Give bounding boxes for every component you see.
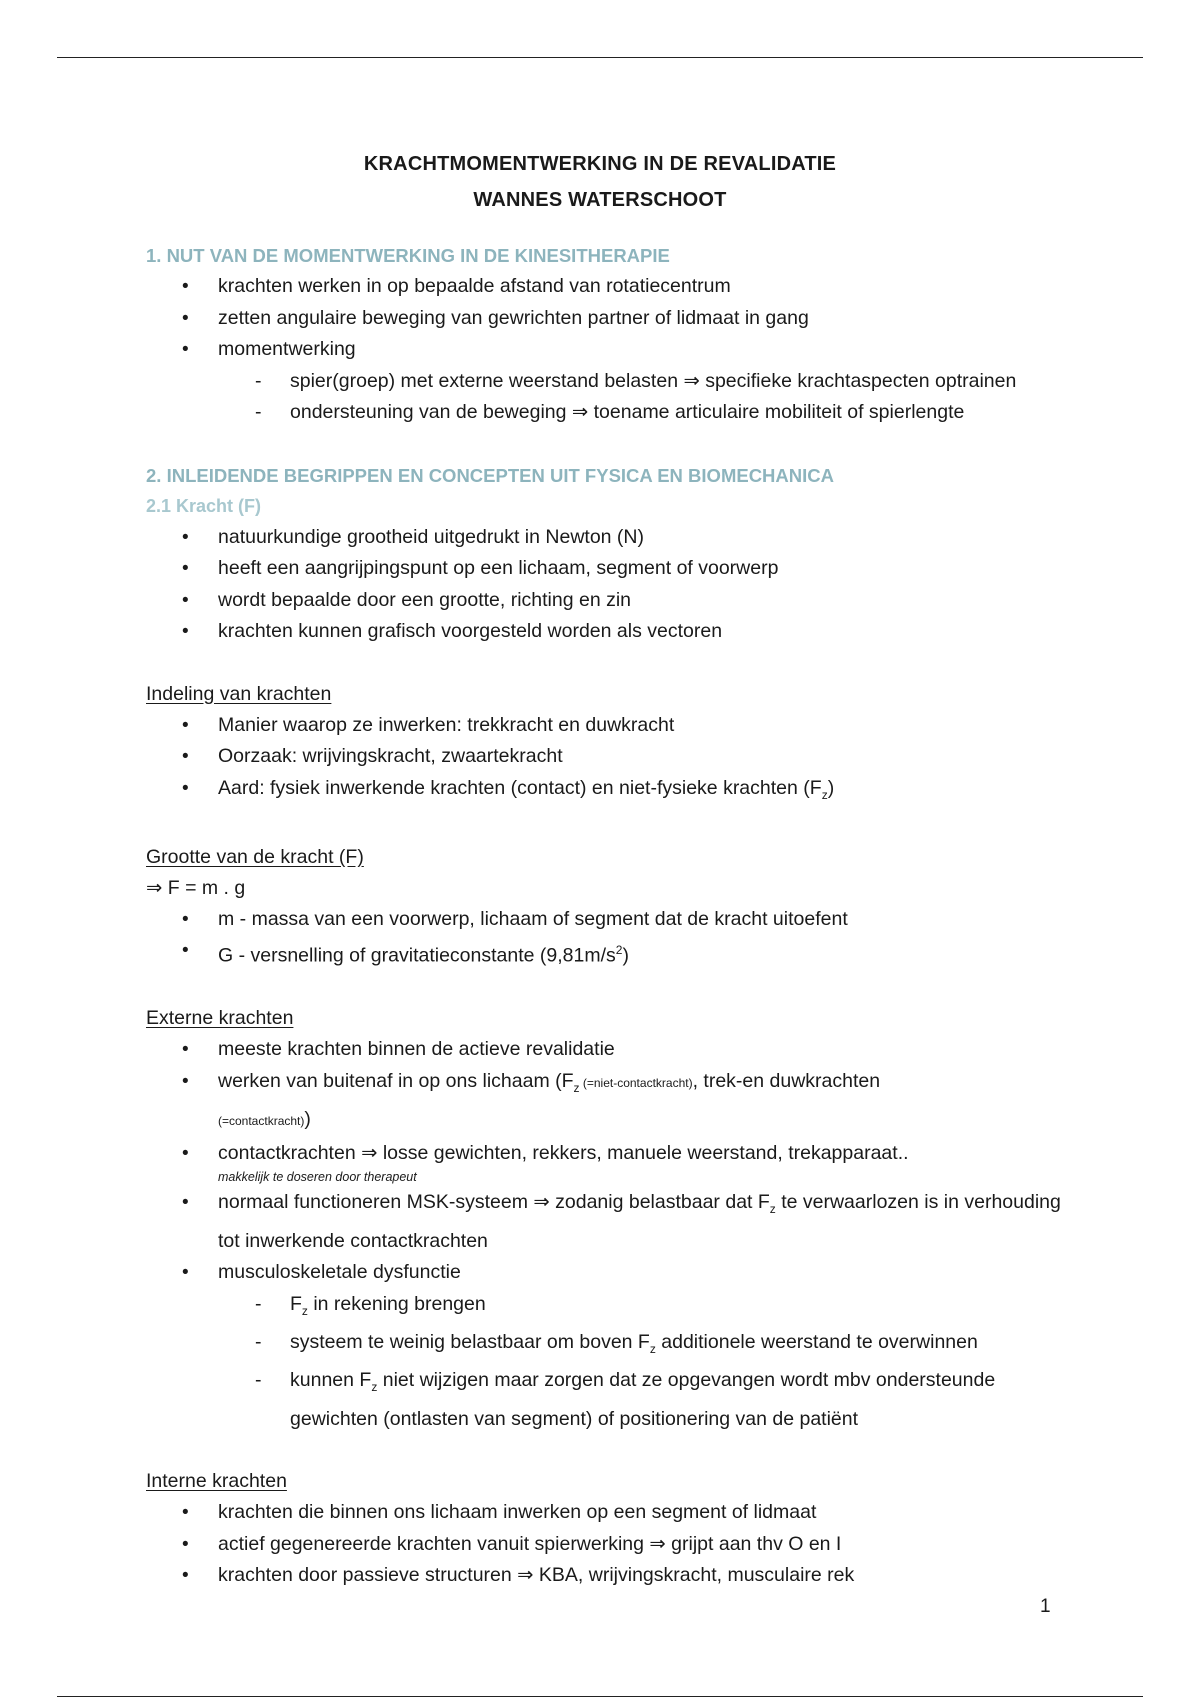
- intern-list: [146, 1497, 1076, 1592]
- page-number: 1: [1040, 1596, 1051, 1617]
- list-item: • meeste krachten binnen de actieve revalidatie: [146, 1034, 1076, 1066]
- intern-title: Interne krachten: [146, 1470, 287, 1493]
- section-2-list: [146, 522, 1076, 648]
- sub-list-item: - spier(groep) met externe weerstand belasten ⇒ specifieke krachtaspecten optrainen: [146, 366, 1076, 398]
- header-rule: [57, 57, 1143, 58]
- note-text: makkelijk te doseren door therapeut: [218, 1170, 417, 1185]
- list-item: • werken van buitenaf in op ons lichaam ($F_z$ (=niet-contactkracht), trek-en duwkrachten (=contactkracht)): [146, 1066, 1076, 1138]
- list-item: • actief gegenereerde krachten vanuit spierwerking ⇒ grijpt aan thv O en I: [146, 1529, 1076, 1561]
- grootte-list: [146, 904, 1076, 973]
- document-title: KRACHTMOMENTWERKING IN DE REVALIDATIE: [363, 153, 837, 175]
- list-item: • G - versnelling of gravitatieconstante $(9,81m/s^2)$: [146, 935, 1076, 972]
- list-item: • zetten angulaire beweging van gewrichten partner of lidmaat in gang: [146, 303, 1076, 335]
- indeling-list: [146, 710, 1076, 811]
- list-item: • krachten die binnen ons lichaam inwerken op een segment of lidmaat: [146, 1497, 1076, 1529]
- section-1-list: [146, 271, 1076, 429]
- list-item: • musculoskeletale dysfunctie: [146, 1257, 1076, 1289]
- document-page: [146, 146, 1076, 1592]
- list-item: • krachten kunnen grafisch voorgesteld worden als vectoren: [146, 616, 1076, 648]
- extern-title: Externe krachten: [146, 1007, 294, 1030]
- list-item: • natuurkundige grootheid uitgedrukt in Newton (N): [146, 522, 1076, 554]
- list-item: • krachten door passieve structuren ⇒ KBA, wrijvingskracht, musculaire rek: [146, 1560, 1076, 1592]
- section-2-1-heading: 2.1 Kracht (F): [146, 495, 262, 516]
- sub-list-item: - $F_z$ in rekening brengen: [146, 1289, 1076, 1327]
- list-item: • wordt bepaalde door een grootte, richting en zin: [146, 585, 1076, 617]
- sub-list-item: - systeem te weinig belastbaar om boven $F_z$ additionele weerstand te overwinnen: [146, 1327, 1076, 1365]
- list-item: • Manier waarop ze inwerken: trekkracht en duwkracht: [146, 710, 1076, 742]
- list-item: • Aard: fysiek inwerkende krachten (contact) en niet-fysieke krachten $(F_z)$: [146, 773, 1076, 811]
- formula: ⇒ F = m . g: [146, 876, 246, 899]
- list-item: • momentwerking: [146, 334, 1076, 366]
- list-item: • Oorzaak: wrijvingskracht, zwaartekracht: [146, 741, 1076, 773]
- section-2-heading: 2. INLEIDENDE BEGRIPPEN EN CONCEPTEN UIT FYSICA EN BIOMECHANICA: [146, 464, 834, 486]
- list-item: • krachten werken in op bepaalde afstand van rotatiecentrum: [146, 271, 1076, 303]
- list-item: • contactkrachten ⇒ losse gewichten, rekkers, manuele weerstand, trekapparaat.. makkelijk te doseren door therapeut: [146, 1138, 1076, 1188]
- document-author: WANNES WATERSCHOOT: [473, 189, 727, 211]
- sub-list-item: - kunnen $F_z$ niet wijzigen maar zorgen dat ze opgevangen wordt mbv ondersteunde gewichten (ontlasten van segment) of positionering van de patiënt: [146, 1365, 1076, 1435]
- list-item: • m - massa van een voorwerp, lichaam of segment dat de kracht uitoefent: [146, 904, 1076, 936]
- list-item: • normaal functioneren MSK-systeem ⇒ zodanig belastbaar dat $F_z$ te verwaarlozen is in verhouding tot inwerkende contactkrachten: [146, 1187, 1076, 1257]
- list-item: • heeft een aangrijpingspunt op een lichaam, segment of voorwerp: [146, 553, 1076, 585]
- footer-rule: [57, 1696, 1143, 1697]
- indeling-title: Indeling van krachten: [146, 682, 332, 705]
- extern-list: [146, 1034, 1076, 1435]
- sub-list-item: - ondersteuning van de beweging ⇒ toename articulaire mobiliteit of spierlengte: [146, 397, 1076, 429]
- grootte-title: Grootte van de kracht (F): [146, 845, 364, 868]
- section-1-heading: 1. NUT VAN DE MOMENTWERKING IN DE KINESITHERAPIE: [146, 245, 670, 266]
